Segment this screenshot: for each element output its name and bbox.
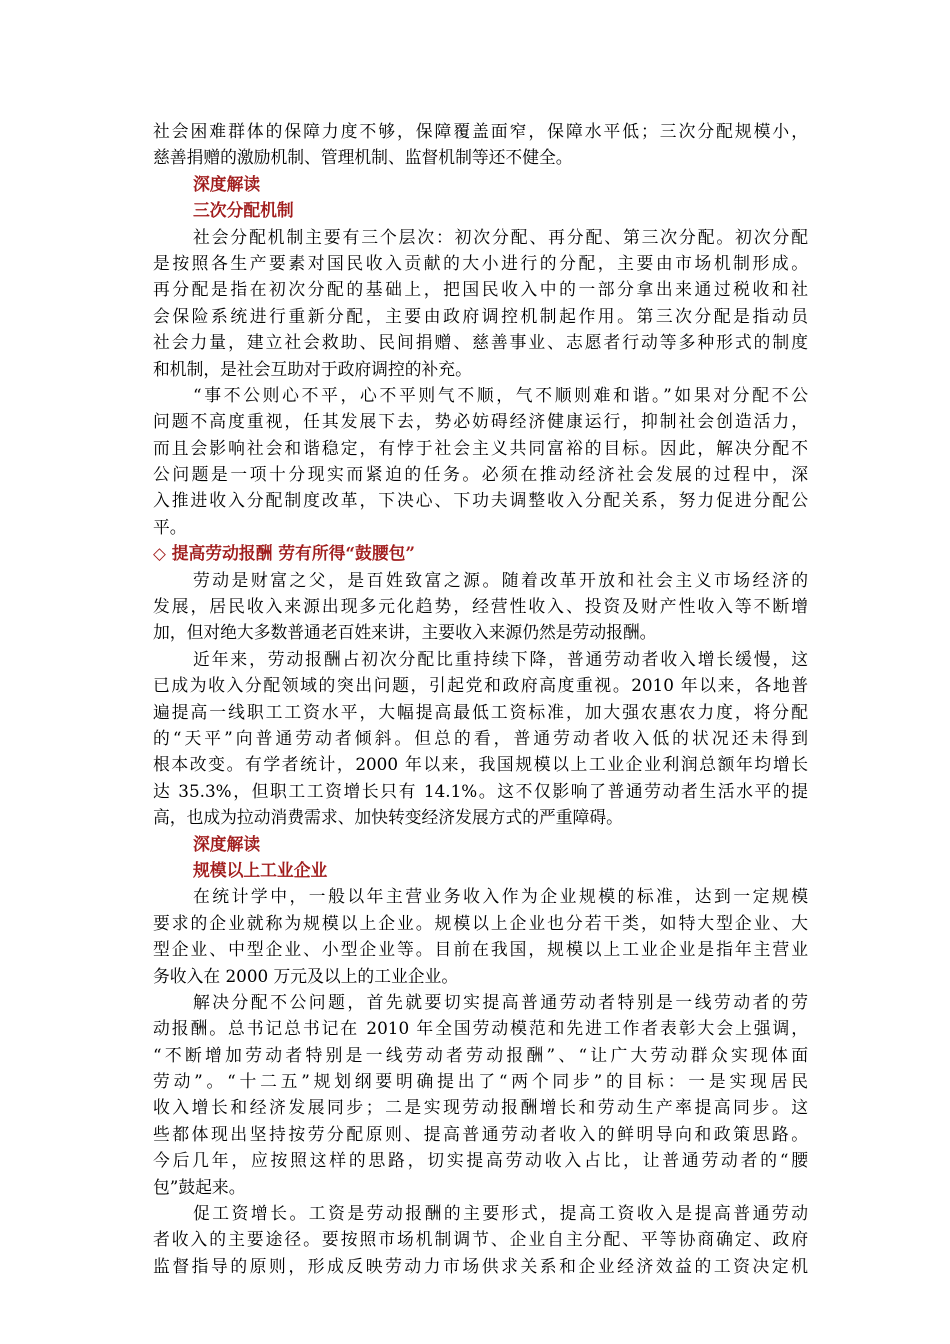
paragraph-first-line: 解决分配不公问题，首先就要切实提高普通劳动者特别是一线劳动者的劳 bbox=[193, 991, 808, 1012]
paragraph-last-line: 慈善捐赠的激励机制、管理机制、监督机制等还不健全。 bbox=[153, 147, 573, 168]
text-line: “不断增加劳动者特别是一线劳动者劳动报酬”、“让广大劳动群众实现体面 bbox=[153, 1044, 808, 1065]
text-line: 会保险系统进行重新分配，主要由政府调控机制起作用。第三次分配是指动员 bbox=[153, 305, 808, 326]
text-line: 根本改变。有学者统计，2000 年以来，我国规模以上工业企业利润总额年均增长 bbox=[153, 754, 808, 775]
paragraph-first-line: “事不公则心不平，心不平则气不顺，气不顺则难和谐。”如果对分配不公 bbox=[193, 384, 808, 405]
section-title: ◇ 提高劳动报酬 劳有所得“鼓腰包” bbox=[153, 543, 416, 564]
text-line: 社会力量，建立社会救助、民间捐赠、慈善事业、志愿者行动等多种形式的制度 bbox=[153, 332, 808, 353]
text-line: 动报酬。总书记总书记在 2010 年全国劳动模范和先进工作者表彰大会上强调， bbox=[153, 1018, 808, 1039]
sub-heading: 三次分配机制 bbox=[193, 200, 294, 221]
paragraph-first-line: 劳动是财富之父，是百姓致富之源。随着改革开放和社会主义市场经济的 bbox=[193, 569, 808, 590]
text-line: 劳动”。“十二五”规划纲要明确提出了“两个同步”的目标：一是实现居民 bbox=[153, 1071, 808, 1092]
text-line: 再分配是指在初次分配的基础上，把国民收入中的一部分拿出来通过税收和社 bbox=[153, 279, 808, 300]
sub-heading: 深度解读 bbox=[193, 833, 261, 854]
text-line: 型企业、中型企业、小型企业等。目前在我国，规模以上工业企业是指年主营业 bbox=[153, 939, 808, 960]
text-line: 是按照各生产要素对国民收入贡献的大小进行的分配，主要由市场机制形成。 bbox=[153, 252, 808, 273]
text-line: 入推进收入分配制度改革，下决心、下功夫调整收入分配关系，努力促进分配公 bbox=[153, 490, 808, 511]
paragraph-first-line: 促工资增长。工资是劳动报酬的主要形式，提高工资收入是提高普通劳动 bbox=[193, 1203, 808, 1224]
paragraph-first-line: 在统计学中，一般以年主营业务收入作为企业规模的标准，达到一定规模 bbox=[193, 886, 808, 907]
text-line: 者收入的主要途径。要按照市场机制调节、企业自主分配、平等协商确定、政府 bbox=[153, 1229, 808, 1250]
paragraph-last-line: 平。 bbox=[153, 516, 187, 537]
paragraph-last-line: 高，也成为拉动消费需求、加快转变经济发展方式的严重障碍。 bbox=[153, 807, 623, 828]
sub-heading: 深度解读 bbox=[193, 173, 261, 194]
text-line: 监督指导的原则，形成反映劳动力市场供求关系和企业经济效益的工资决定机 bbox=[153, 1255, 808, 1276]
text-line: 问题不高度重视，任其发展下去，势必妨碍经济健康运行，抑制社会创造活力， bbox=[153, 411, 808, 432]
text-line: 今后几年，应按照这样的思路，切实提高劳动收入占比，让普通劳动者的“腰 bbox=[153, 1150, 808, 1171]
text-line: 而且会影响社会和谐稳定，有悖于社会主义共同富裕的目标。因此，解决分配不 bbox=[153, 437, 808, 458]
sub-heading: 规模以上工业企业 bbox=[193, 859, 328, 880]
text-line: 已成为收入分配领域的突出问题，引起党和政府高度重视。2010 年以来，各地普 bbox=[153, 675, 808, 696]
paragraph-last-line: 加，但对绝大多数普通老百姓来讲，主要收入来源仍然是劳动报酬。 bbox=[153, 622, 657, 643]
document-page bbox=[153, 118, 808, 1279]
paragraph-first-line: 近年来，劳动报酬占初次分配比重持续下降，普通劳动者收入增长缓慢，这 bbox=[193, 648, 808, 669]
paragraph-last-line: 务收入在 2000 万元及以上的工业企业。 bbox=[153, 965, 459, 986]
paragraph-last-line: 和机制，是社会互助对于政府调控的补充。 bbox=[153, 358, 472, 379]
text-line: 收入增长和经济发展同步；二是实现劳动报酬增长和劳动生产率提高同步。这 bbox=[153, 1097, 808, 1118]
text-line: 些都体现出坚持按劳分配原则、提高普通劳动者收入的鲜明导向和政策思路。 bbox=[153, 1123, 808, 1144]
text-line: 发展，居民收入来源出现多元化趋势，经营性收入、投资及财产性收入等不断增 bbox=[153, 596, 808, 617]
text-line: 社会困难群体的保障力度不够，保障覆盖面窄，保障水平低；三次分配规模小， bbox=[153, 121, 808, 141]
text-line: 公问题是一项十分现实而紧迫的任务。必须在推动经济社会发展的过程中，深 bbox=[153, 464, 808, 485]
text-line: 遍提高一线职工工资水平，大幅提高最低工资标准，加大强农惠农力度，将分配 bbox=[153, 701, 808, 722]
text-line: 的“天平”向普通劳动者倾斜。但总的看，普通劳动者收入低的状况还未得到 bbox=[153, 727, 808, 748]
text-line: 达 35.3%，但职工工资增长只有 14.1%。这不仅影响了普通劳动者生活水平的提 bbox=[153, 780, 808, 801]
paragraph-last-line: 包”鼓起来。 bbox=[153, 1176, 246, 1197]
text-line: 要求的企业就称为规模以上企业。规模以上企业也分若干类，如特大型企业、大 bbox=[153, 912, 808, 933]
paragraph-first-line: 社会分配机制主要有三个层次：初次分配、再分配、第三次分配。初次分配 bbox=[193, 226, 808, 247]
